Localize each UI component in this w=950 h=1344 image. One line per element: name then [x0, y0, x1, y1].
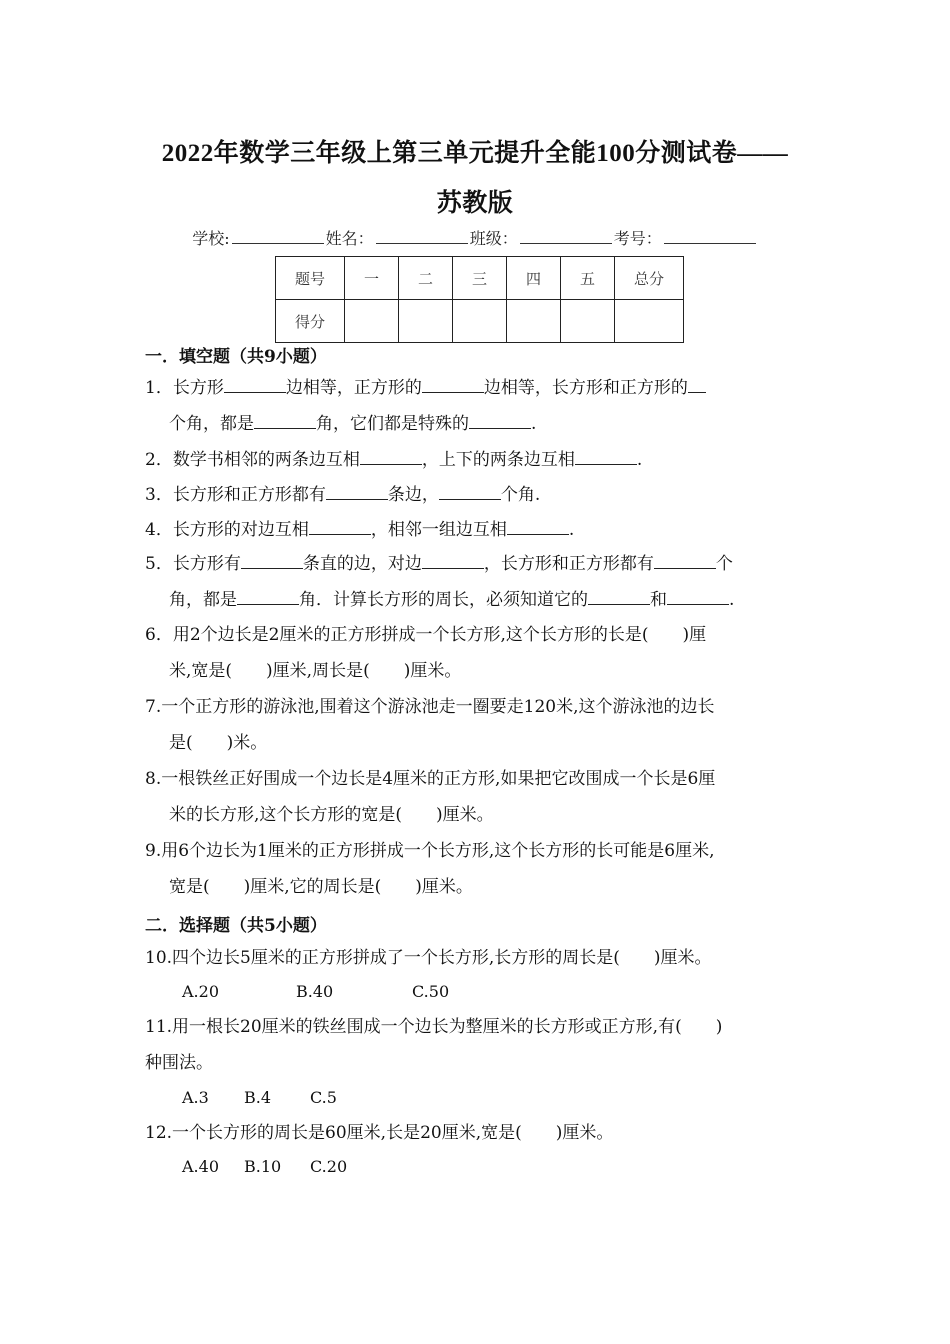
- score-cell: [561, 300, 615, 343]
- answer-blank: [422, 551, 484, 569]
- score-cell: [345, 300, 399, 343]
- option-b: B.4: [244, 1088, 272, 1107]
- question-2: [145, 442, 810, 478]
- question-3: [145, 477, 810, 513]
- school-label: 学校:: [192, 229, 230, 248]
- answer-blank: [469, 411, 531, 429]
- question-9: [145, 833, 810, 905]
- q2-text: .: [636, 450, 643, 470]
- q1-text: 角，它们都是特殊的: [316, 414, 469, 434]
- q5-text: 和: [650, 590, 667, 610]
- q4-text: ，相邻一组边互相: [370, 520, 507, 540]
- score-table: [275, 256, 684, 343]
- question-1: [145, 370, 810, 442]
- question-8: [145, 761, 810, 833]
- option-b: B.10: [244, 1157, 282, 1176]
- q11-line-1: 11.用一根长20厘米的铁丝围成一个边长为整厘米的长方形或正方形,有( ): [145, 1017, 723, 1037]
- q6-line-2: 米,宽是( )厘米,周长是( )厘米。: [169, 661, 462, 681]
- score-table-header-row: [276, 257, 684, 300]
- q1-text: 1．长方形: [145, 378, 224, 398]
- exam-no-label: 考号：: [613, 229, 662, 248]
- score-cell: [507, 300, 561, 343]
- title-line-1: 2022年数学三年级上第三单元提升全能100分测试卷——: [161, 140, 789, 167]
- q5-text: 角．计算长方形的周长，必须知道它的: [299, 590, 588, 610]
- option-c: C.20: [310, 1157, 348, 1176]
- answer-blank: [360, 447, 422, 465]
- question-7: [145, 689, 810, 761]
- name-label: 姓名：: [325, 229, 374, 248]
- header-cell: 五: [561, 257, 615, 300]
- option-c: C.50: [412, 982, 450, 1001]
- option-a: A.3: [182, 1088, 209, 1107]
- header-cell: 二: [399, 257, 453, 300]
- option-a: A.20: [182, 982, 219, 1001]
- q7-line-1: 7.一个正方形的游泳池,围着这个游泳池走一圈要走120米,这个游泳池的边长: [145, 697, 715, 717]
- option-c: C.5: [310, 1088, 337, 1107]
- q2-text: 2．数学书相邻的两条边互相: [145, 450, 360, 470]
- q8-line-2: 米的长方形,这个长方形的宽是( )厘米。: [169, 805, 494, 825]
- answer-blank: [254, 411, 316, 429]
- header-cell: 四: [507, 257, 561, 300]
- q5-text: ，长方形和正方形都有: [483, 554, 654, 574]
- answer-blank: [588, 587, 650, 605]
- q8-line-1: 8.一根铁丝正好围成一个边长是4厘米的正方形,如果把它改围成一个长是6厘: [145, 769, 716, 789]
- student-info-line: [0, 226, 950, 249]
- title-line-2: 苏教版: [436, 190, 514, 217]
- q4-text: 4．长方形的对边互相: [145, 520, 309, 540]
- class-blank: [520, 229, 612, 244]
- section-1-heading: 一．填空题（共9小题）: [145, 347, 327, 367]
- q11-options: [182, 1088, 337, 1107]
- answer-blank: [309, 517, 371, 535]
- header-cell: 题号: [276, 257, 345, 300]
- question-6: [145, 617, 810, 689]
- q3-text: 个角.: [500, 485, 541, 505]
- q3-text: 条边，: [387, 485, 439, 505]
- answer-blank: [507, 517, 569, 535]
- score-row-label: 得分: [276, 300, 345, 343]
- q5-text: .: [729, 590, 735, 610]
- answer-blank: [326, 482, 388, 500]
- answer-blank: [667, 587, 729, 605]
- q6-line-1: 6．用2个边长是2厘米的正方形拼成一个长方形,这个长方形的长是( )厘: [145, 625, 707, 645]
- q1-text: 边相等，长方形和正方形的: [483, 378, 688, 398]
- answer-blank: [422, 375, 484, 393]
- answer-blank: [654, 551, 716, 569]
- q5-text: 5．长方形有: [145, 554, 241, 574]
- q5-text: 个: [715, 554, 733, 574]
- answer-blank: [241, 551, 303, 569]
- answer-blank: [237, 587, 299, 605]
- q4-text: .: [568, 520, 575, 540]
- score-table-score-row: [276, 300, 684, 343]
- school-blank: [232, 229, 324, 244]
- q1-text: 个角，都是: [169, 414, 254, 434]
- q7-line-2: 是( )米。: [169, 733, 268, 753]
- q9-line-2: 宽是( )厘米,它的周长是( )厘米。: [169, 877, 473, 897]
- answer-blank: [224, 375, 286, 393]
- q9-line-1: 9.用6个边长为1厘米的正方形拼成一个长方形,这个长方形的长可能是6厘米,: [145, 841, 715, 861]
- score-cell: [399, 300, 453, 343]
- q2-text: ，上下的两条边互相: [421, 450, 575, 470]
- header-cell: 三: [453, 257, 507, 300]
- answer-blank: [575, 447, 637, 465]
- question-12: [145, 1115, 810, 1151]
- question-11: [145, 1009, 810, 1081]
- q3-text: 3．长方形和正方形都有: [145, 485, 326, 505]
- header-cell: 一: [345, 257, 399, 300]
- question-5: [145, 546, 810, 618]
- question-4: [145, 512, 810, 548]
- q5-text: 条直的边，对边: [302, 554, 422, 574]
- exam-no-blank: [664, 229, 756, 244]
- header-cell: 总分: [615, 257, 684, 300]
- q12-text: 12.一个长方形的周长是60厘米,长是20厘米,宽是( )厘米。: [145, 1123, 614, 1143]
- score-cell: [453, 300, 507, 343]
- name-blank: [376, 229, 468, 244]
- question-10: [145, 940, 810, 976]
- section-2-heading: 二．选择题（共5小题）: [145, 916, 327, 936]
- score-cell: [615, 300, 684, 343]
- q10-options: [182, 982, 449, 1001]
- q12-options: [182, 1157, 347, 1176]
- q10-text: 10.四个边长5厘米的正方形拼成了一个长方形,长方形的周长是( )厘米。: [145, 948, 712, 968]
- option-b: B.40: [296, 982, 334, 1001]
- answer-blank: [688, 375, 706, 393]
- q5-text: 角，都是: [169, 590, 237, 610]
- answer-blank: [439, 482, 501, 500]
- q1-text: 边相等，正方形的: [285, 378, 422, 398]
- q1-text: .: [531, 414, 537, 434]
- option-a: A.40: [182, 1157, 219, 1176]
- q11-line-2: 种围法。: [145, 1053, 213, 1073]
- class-label: 班级：: [469, 229, 518, 248]
